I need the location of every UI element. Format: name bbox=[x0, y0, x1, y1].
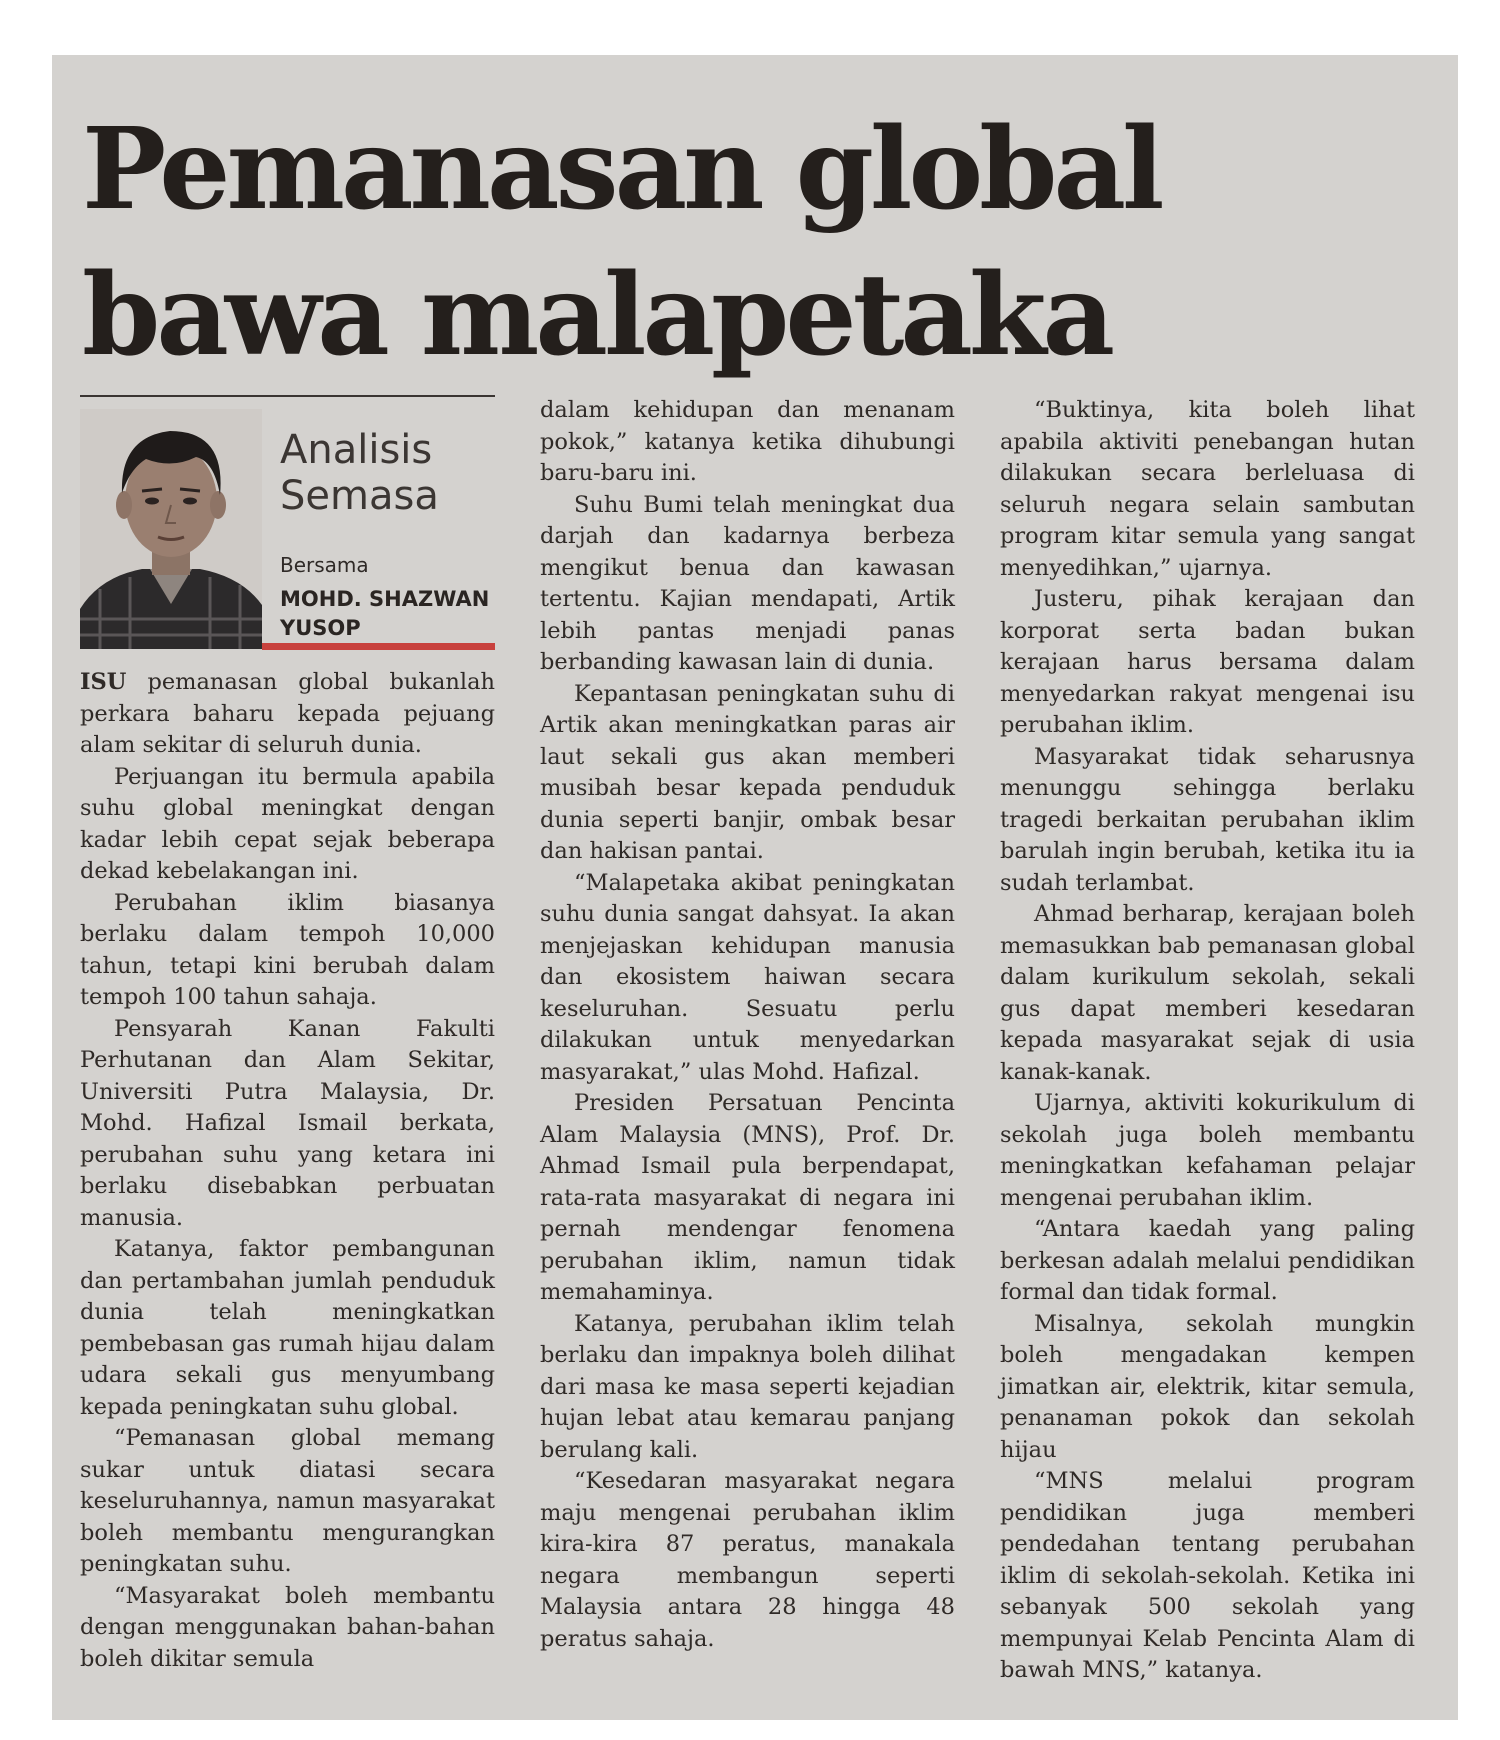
paragraph-text: pemanasan global bukanlah perkara baharu kepada pejuang alam sekitar di seluruh dunia. bbox=[80, 669, 496, 758]
headline-line-2: bawa malapetaka bbox=[82, 250, 1112, 381]
paragraph: Misalnya, sekolah mungkin boleh mengadakan kempen jimatkan air, elektrik, kitar semula, penanaman pokok dan sekolah hijau bbox=[1000, 1310, 1415, 1463]
article-column-1 bbox=[80, 667, 495, 1675]
paragraph: dalam kehidupan dan menanam pokok,” katanya ketika dihubungi baru-baru ini. bbox=[540, 397, 955, 486]
bersama-label: Bersama bbox=[280, 553, 369, 577]
paragraph: “Pemanasan global memang sukar untuk diatasi secara keseluruhannya, namun masyarakat boleh membantu mengurangkan peningkatan suhu. bbox=[80, 1425, 495, 1577]
paragraph: “MNS melalui program pendidikan juga memberi pendedahan tentang perubahan iklim di sekolah-sekolah. Ketika ini sebanyak 500 sekolah yang mempunyai Kelab Pencinta Alam di bawah MNS,” katanya. bbox=[1000, 1468, 1415, 1683]
top-rule bbox=[80, 395, 495, 397]
rubric-line-2: Semasa bbox=[280, 473, 439, 519]
column-rubric bbox=[280, 427, 439, 519]
newspaper-clipping bbox=[52, 55, 1458, 1720]
paragraph: Ujarnya, aktiviti kokurikulum di sekolah juga boleh membantu meningkatkan kefahaman pelajar mengenai perubahan iklim. bbox=[1000, 1090, 1415, 1211]
paragraph: Kepantasan peningkatan suhu di Artik akan meningkatkan paras air laut sekali gus akan memberi musibah besar kepada penduduk dunia seperti banjir, ombak besar dan hakisan pantai. bbox=[540, 680, 955, 864]
rubric-line-1: Analisis bbox=[280, 427, 433, 473]
headline-line-1: Pemanasan global bbox=[82, 104, 1161, 235]
paragraph: Presiden Persatuan Pencinta Alam Malaysia (MNS), Prof. Dr. Ahmad Ismail pula berpendapat, rata-rata masyarakat di negara ini pernah mendengar fenomena perubahan iklim, namun tidak memahaminya. bbox=[540, 1090, 955, 1305]
red-rule bbox=[262, 643, 495, 650]
paragraph: Pensyarah Kanan Fakulti Perhutanan dan Alam Sekitar, Universiti Putra Malaysia, Dr. Mohd. Hafizal Ismail berkata, perubahan suhu yang ketara ini berlaku disebabkan perbuatan manusia. bbox=[80, 1015, 495, 1231]
paragraph: “Buktinya, kita boleh lihat apabila aktiviti penebangan hutan dilakukan secara berleluasa di seluruh negara selain sambutan program kitar semula yang sangat menyedihkan,” ujarnya. bbox=[1000, 397, 1415, 581]
paragraph: Perjuangan itu bermula apabila suhu global meningkat dengan kadar lebih cepat sejak beberapa dekad kebelakangan ini. bbox=[80, 763, 495, 884]
paragraph: Justeru, pihak kerajaan dan korporat serta badan bukan kerajaan harus bersama dalam menyedarkan rakyat mengenai isu perubahan iklim. bbox=[1000, 586, 1415, 738]
paragraph: Suhu Bumi telah meningkat dua darjah dan kadarnya berbeza mengikut benua dan kawasan tertentu. Kajian mendapati, Artik lebih pantas menjadi panas berbanding kawasan lain di dunia. bbox=[540, 491, 955, 675]
paragraph: “Kesedaran masyarakat negara maju mengenai perubahan iklim kira-kira 87 peratus, manakala negara membangun seperti Malaysia antara 28 hingga 48 peratus sahaja. bbox=[540, 1468, 955, 1652]
paragraph: Katanya, faktor pembangunan dan pertambahan jumlah penduduk dunia telah meningkatkan pembebasan gas rumah hijau dalam udara sekali gus menyumbang kepada peningkatan suhu global. bbox=[80, 1236, 495, 1420]
paragraph: Ahmad berharap, kerajaan boleh memasukkan bab pemanasan global dalam kurikulum sekolah, sekali gus dapat memberi kesedaran kepada masyarakat sejak di usia kanak-kanak. bbox=[1000, 901, 1415, 1085]
author-name bbox=[280, 585, 495, 643]
headline bbox=[82, 97, 1161, 389]
paragraph: “Malapetaka akibat peningkatan suhu dunia sangat dahsyat. Ia akan menjejaskan kehidupan manusia dan ekosistem haiwan secara keseluruhan. Sesuatu perlu dilakukan untuk menyedarkan masyarakat,” ulas Mohd. Hafizal. bbox=[540, 869, 955, 1085]
paragraph bbox=[80, 667, 495, 762]
paragraph: Katanya, perubahan iklim telah berlaku dan impaknya boleh dilihat dari masa ke masa seperti kejadian hujan lebat atau kemarau panjang berulang kali. bbox=[540, 1310, 955, 1463]
paragraph: “Masyarakat boleh membantu dengan menggunakan bahan-bahan boleh dikitar semula bbox=[80, 1582, 495, 1672]
article-column-3 bbox=[1000, 395, 1415, 1687]
lead-word: ISU bbox=[80, 669, 127, 695]
article-column-2 bbox=[540, 395, 955, 1655]
author-name-line-1: MOHD. SHAZWAN bbox=[280, 587, 490, 611]
paragraph: Perubahan iklim biasanya berlaku dalam tempoh 10,000 tahun, tetapi kini berubah dalam tempoh 100 tahun sahaja. bbox=[80, 889, 495, 1010]
author-photo bbox=[80, 409, 262, 649]
paragraph: Masyarakat tidak seharusnya menunggu sehingga berlaku tragedi berkaitan perubahan iklim barulah ingin berubah, ketika itu ia sudah terlambat. bbox=[1000, 743, 1415, 896]
author-name-line-2: YUSOP bbox=[280, 616, 361, 640]
paragraph: “Antara kaedah yang paling berkesan adalah melalui pendidikan formal dan tidak formal. bbox=[1000, 1216, 1415, 1305]
byline-box bbox=[80, 395, 495, 653]
